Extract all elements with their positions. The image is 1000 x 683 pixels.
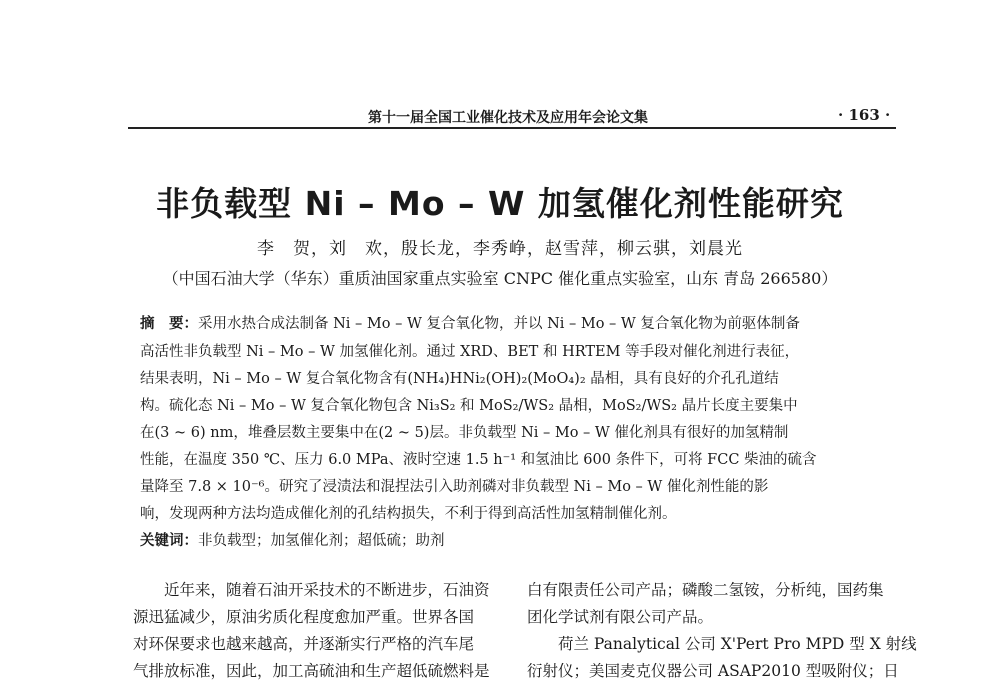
body-line: 荷兰 Panalytical 公司 X'Pert Pro MPD 型 X 射线 — [527, 635, 917, 653]
page-number: · 163 · — [838, 106, 891, 124]
body-line: 对环保要求也越来越高，并逐渐实行严格的汽车尾 — [133, 635, 475, 653]
body-line: 源迅猛减少，原油劣质化程度愈加严重。世界各国 — [133, 608, 475, 626]
affiliation: （中国石油大学（华东）重质油国家重点实验室 CNPC 催化重点实验室，山东 青岛 266580） — [162, 269, 838, 288]
keywords-text: 非负载型；加氢催化剂；超低硫；助剂 — [198, 533, 445, 549]
abstract-line: 构。硫化态 Ni – Mo – W 复合氧化物包含 Ni₃S₂ 和 MoS₂/WS₂ 晶相，MoS₂/WS₂ 晶片长度主要集中 — [140, 398, 798, 414]
header-rule — [128, 127, 896, 129]
body-line: 近年来，随着石油开采技术的不断进步，石油资 — [133, 581, 490, 599]
abstract-text: 采用水热合成法制备 Ni – Mo – W 复合氧化物，并以 Ni – Mo – W 复合氧化物为前驱体制备 — [198, 316, 800, 332]
abstract-line: 在(3 ~ 6) nm，堆叠层数主要集中在(2 ~ 5)层。非负载型 Ni – Mo – W 催化剂具有很好的加氢精制 — [140, 425, 789, 441]
body-line: 衍射仪；美国麦克仪器公司 ASAP2010 型吸附仪；日 — [527, 662, 899, 680]
authors: 李 贺，刘 欢，殷长龙，李秀峥，赵雪萍，柳云骐，刘晨光 — [257, 239, 743, 259]
body-line: 团化学试剂有限公司产品。 — [527, 608, 714, 626]
abstract-line: 性能，在温度 350 ℃、压力 6.0 MPa、液时空速 1.5 h⁻¹ 和氢油比 600 条件下，可将 FCC 柴油的硫含 — [140, 452, 817, 468]
keywords-label: 关键词： — [140, 533, 198, 549]
abstract-line: 量降至 7.8 × 10⁻⁶。研究了浸渍法和混捏法引入助剂磷对非负载型 Ni – Mo – W 催化剂性能的影 — [140, 479, 769, 495]
abstract-line: 结果表明，Ni – Mo – W 复合氧化物含有(NH₄)HNi₂(OH)₂(MoO₄)₂ 晶相，具有良好的介孔孔道结 — [140, 371, 779, 387]
body-line: 气排放标准，因此，加工高硫油和生产超低硫燃料是 — [133, 662, 490, 680]
body-line: 白有限责任公司产品；磷酸二氢铵，分析纯，国药集 — [527, 581, 884, 599]
abstract-line: 高活性非负载型 Ni – Mo – W 加氢催化剂。通过 XRD、BET 和 HRTEM 等手段对催化剂进行表征， — [140, 344, 800, 360]
keywords-line — [140, 529, 880, 550]
running-head: 第十一届全国工业催化技术及应用年会论文集 — [368, 110, 648, 126]
abstract-line — [140, 312, 880, 333]
abstract-line: 响，发现两种方法均造成催化剂的孔结构损失，不利于得到高活性加氢精制催化剂。 — [140, 506, 677, 522]
abstract-label: 摘 要： — [140, 316, 198, 332]
paper-title: 非负载型 Ni – Mo – W 加氢催化剂性能研究 — [156, 184, 844, 223]
